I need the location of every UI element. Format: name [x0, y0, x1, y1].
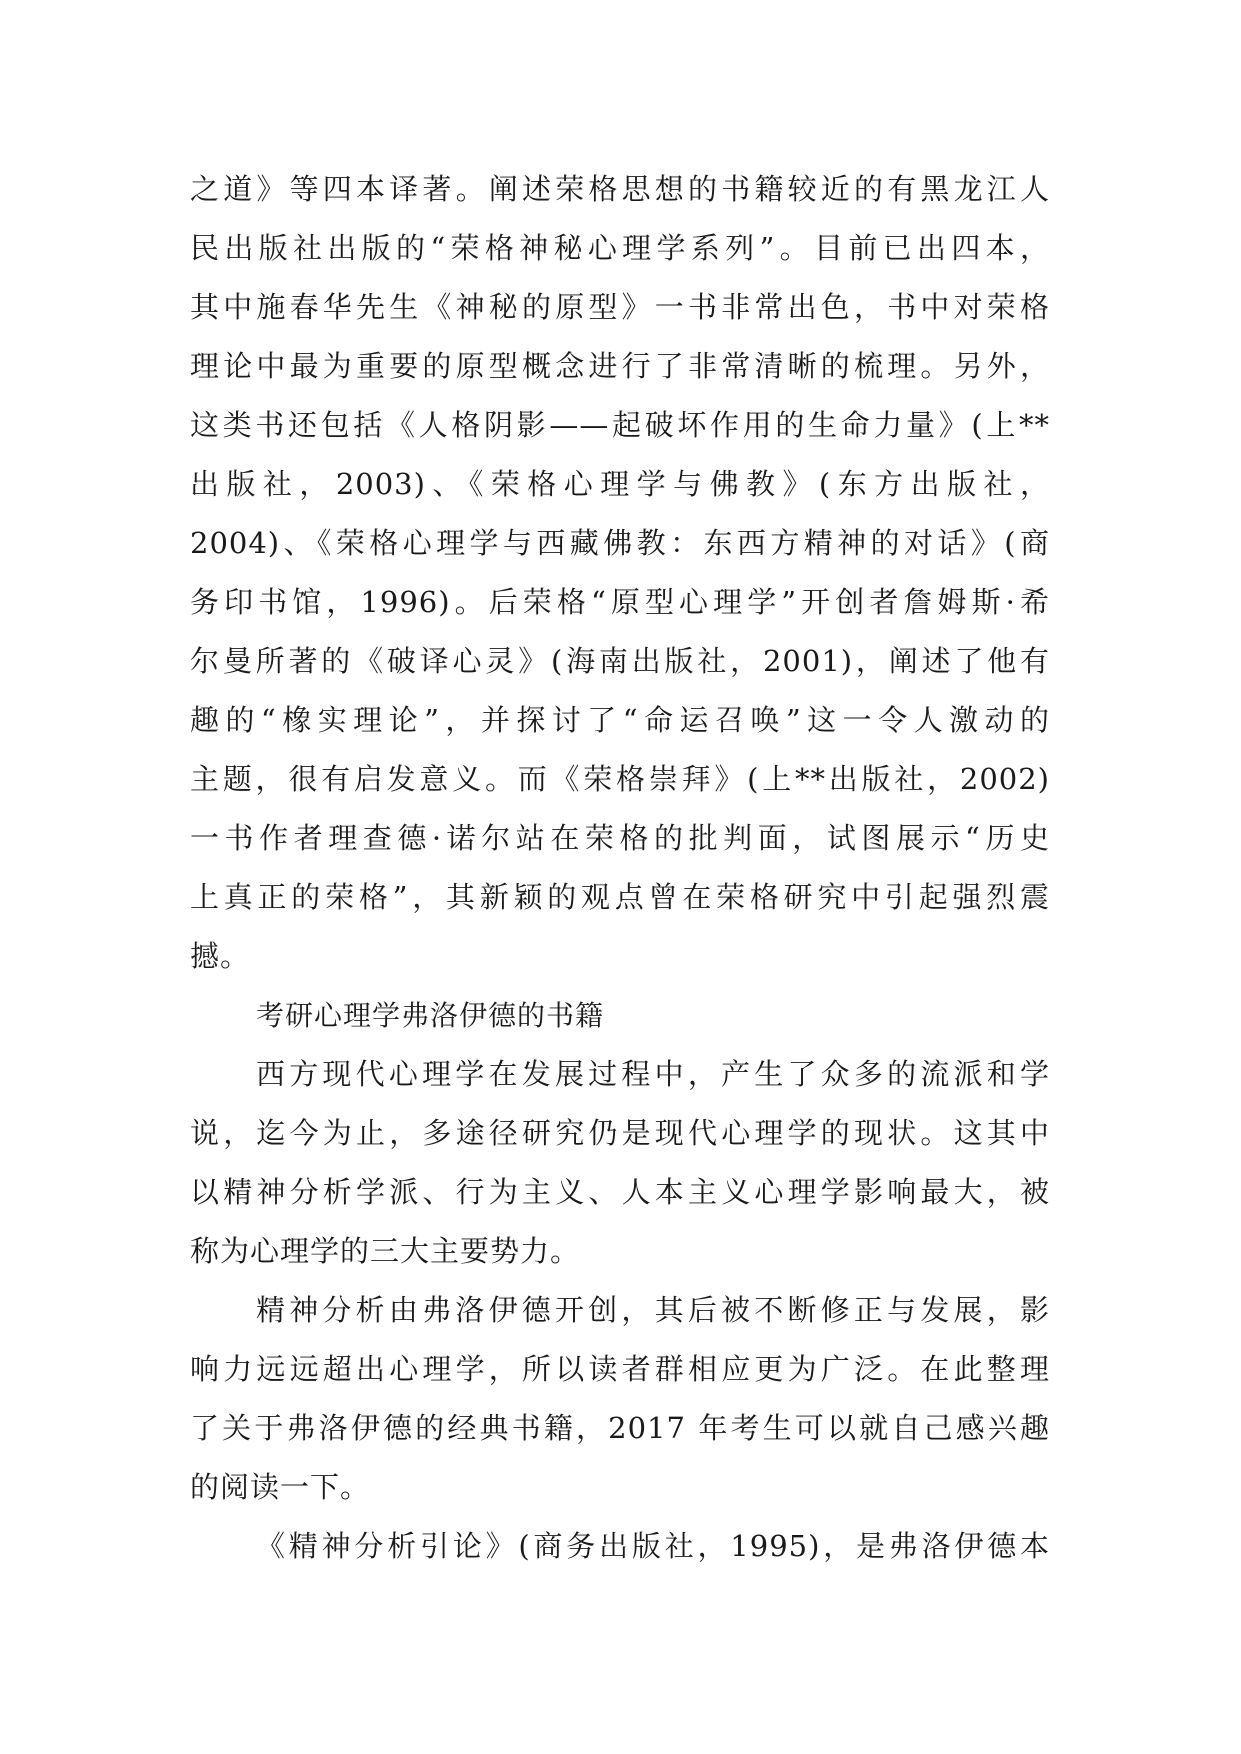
text-line: 的阅读一下。 — [190, 1470, 371, 1504]
text-line: 尔曼所著的《破译心灵》(海南出版社，2001)，阐述了他有 — [190, 644, 1050, 678]
text-line: 趣的“橡实理论”，并探讨了“命运召唤”这一令人激动的 — [190, 703, 1050, 737]
text-line: 撼。 — [190, 939, 251, 973]
text-line: 民出版社出版的“荣格神秘心理学系列”。目前已出四本， — [190, 231, 1050, 265]
body-text — [190, 160, 1050, 1576]
text-line: 主题，很有启发意义。而《荣格崇拜》(上**出版社，2002) — [190, 762, 1050, 796]
text-line: 务印书馆，1996)。后荣格“原型心理学”开创者詹姆斯·希 — [190, 585, 1050, 619]
text-line: 以精神分析学派、行为主义、人本主义心理学影响最大，被 — [190, 1175, 1050, 1209]
text-line: 西方现代心理学在发展过程中，产生了众多的流派和学 — [256, 1057, 1050, 1091]
text-line: 上真正的荣格”，其新颖的观点曾在荣格研究中引起强烈震 — [190, 880, 1050, 914]
text-line: 响力远远超出心理学，所以读者群相应更为广泛。在此整理 — [190, 1352, 1050, 1386]
section-heading: 考研心理学弗洛伊德的书籍 — [256, 999, 605, 1032]
text-line: 这类书还包括《人格阴影——起破坏作用的生命力量》(上** — [190, 408, 1050, 442]
text-line: 其中施春华先生《神秘的原型》一书非常出色，书中对荣格 — [190, 290, 1050, 324]
text-line: 之道》等四本译著。阐述荣格思想的书籍较近的有黑龙江人 — [190, 172, 1050, 206]
text-line: 了关于弗洛伊德的经典书籍，2017 年考生可以就自己感兴趣 — [190, 1411, 1050, 1445]
text-line: 精神分析由弗洛伊德开创，其后被不断修正与发展，影 — [256, 1293, 1050, 1327]
text-line: 理论中最为重要的原型概念进行了非常清晰的梳理。另外， — [190, 349, 1050, 383]
text-line: 一书作者理查德·诺尔站在荣格的批判面，试图展示“历史 — [190, 821, 1050, 855]
text-line: 出版社，2003)、《荣格心理学与佛教》(东方出版社， — [190, 467, 1050, 501]
text-line: 称为心理学的三大主要势力。 — [190, 1234, 581, 1268]
text-line: 说，迄今为止，多途径研究仍是现代心理学的现状。这其中 — [190, 1116, 1050, 1150]
text-line: 2004)、《荣格心理学与西藏佛教：东西方精神的对话》(商 — [190, 526, 1050, 560]
text-line: 《精神分析引论》(商务出版社，1995)，是弗洛伊德本 — [256, 1529, 1050, 1563]
